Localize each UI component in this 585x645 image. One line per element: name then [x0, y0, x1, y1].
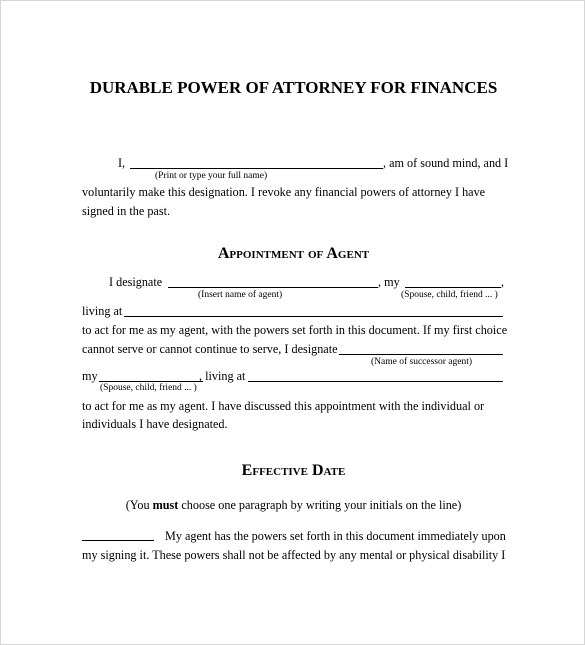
initials-blank-1[interactable] [82, 540, 154, 541]
intro-line-2: voluntarily make this designation. I revoke any financial powers of attorney I have [82, 185, 486, 199]
act-line-2: to act for me as my agent. I have discussed this appointment with the individual or [82, 399, 485, 413]
relation-comma: , [501, 275, 505, 289]
act-line-1: to act for me as my agent, with the powers set forth in this document. If my first choice [82, 323, 508, 337]
effective-date-heading: Effective Date [241, 462, 346, 479]
instruction-must: must [152, 498, 179, 512]
intro-line-3: signed in the past. [82, 204, 171, 218]
agent-address-blank[interactable] [124, 316, 503, 317]
paragraph-1-line-2: my signing it. These powers shall not be affected by any mental or physical disability I [82, 548, 506, 562]
paragraph-1-line-1: My agent has the powers set forth in this document immediately upon [165, 529, 506, 543]
document-title: DURABLE POWER OF ATTORNEY FOR FINANCES [89, 78, 498, 97]
living-at-label: living at [82, 304, 123, 318]
agent-relation-hint: (Spouse, child, friend ... ) [401, 290, 498, 300]
my-label-2: my [82, 369, 98, 383]
individuals-line: individuals I have designated. [82, 417, 228, 431]
successor-name-blank[interactable] [339, 354, 503, 355]
instruction-prefix: (You [125, 498, 153, 512]
successor-relation-hint: (Spouse, child, friend ... ) [100, 383, 197, 393]
successor-name-hint: (Name of successor agent) [371, 357, 473, 367]
cannot-serve-line: cannot serve or cannot continue to serve, I designate [82, 342, 338, 356]
full-name-hint: (Print or type your full name) [155, 171, 268, 181]
instruction-suffix: choose one paragraph by writing your initials on the line) [178, 498, 462, 512]
intro-lead: I, [118, 156, 126, 170]
successor-address-blank[interactable] [248, 381, 503, 382]
appointment-heading: Appointment of Agent [217, 245, 370, 262]
successor-relation-blank[interactable] [99, 381, 203, 382]
designate-label: I designate [109, 275, 163, 289]
my-label: , my [378, 275, 400, 289]
initials-instruction [1, 498, 585, 513]
agent-name-blank[interactable] [168, 287, 378, 288]
agent-relation-blank[interactable] [405, 287, 501, 288]
intro-tail: , am of sound mind, and I [383, 156, 509, 170]
full-name-blank[interactable] [130, 168, 383, 169]
agent-name-hint: (Insert name of agent) [198, 290, 283, 300]
living-at-label-2: , living at [199, 369, 246, 383]
